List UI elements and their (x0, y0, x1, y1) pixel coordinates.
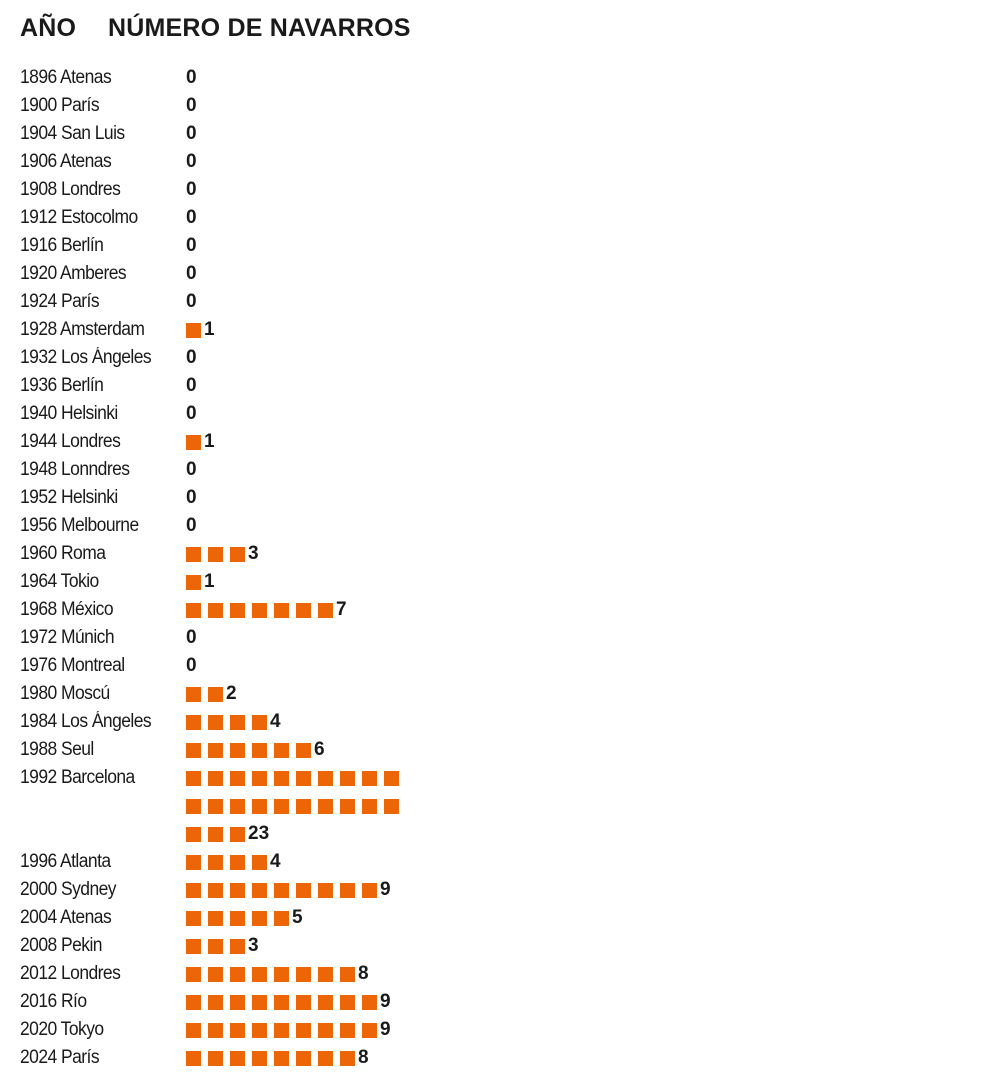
person-square (362, 883, 377, 898)
chart-row (20, 92, 960, 120)
person-square (230, 939, 245, 954)
chart-row (20, 372, 960, 400)
chart-row (20, 568, 960, 596)
chart-row (20, 624, 960, 652)
person-square (186, 743, 201, 758)
value-label: 0 (186, 459, 197, 480)
person-square (186, 435, 201, 450)
value-label: 1 (204, 431, 215, 452)
chart-row (20, 456, 960, 484)
value-label: 1 (204, 319, 215, 340)
chart-row (20, 848, 960, 876)
value-label: 0 (186, 95, 197, 116)
chart-row (20, 260, 960, 288)
value-label: 8 (358, 1047, 369, 1068)
person-square (230, 715, 245, 730)
category-label: 1932 Los Ángeles (20, 347, 152, 368)
year-column-header: AÑO (20, 14, 77, 42)
chart-row (20, 204, 960, 232)
value-label: 0 (186, 123, 197, 144)
chart-row (20, 484, 960, 512)
category-label: 2000 Sydney (20, 879, 116, 900)
person-square (340, 995, 355, 1010)
category-label: 1920 Amberes (20, 263, 127, 284)
person-square (186, 603, 201, 618)
value-label: 8 (358, 963, 369, 984)
category-label: 1980 Moscú (20, 683, 110, 704)
value-label: 3 (248, 543, 259, 564)
person-square (230, 855, 245, 870)
category-label: 1988 Seul (20, 739, 94, 760)
category-label: 1896 Atenas (20, 67, 112, 88)
person-square (230, 603, 245, 618)
value-label: 6 (314, 739, 325, 760)
person-square (318, 1051, 333, 1066)
value-label: 9 (380, 1019, 391, 1040)
person-square (274, 603, 289, 618)
person-square (186, 967, 201, 982)
person-square (274, 911, 289, 926)
value-label: 0 (186, 655, 197, 676)
category-label: 2020 Tokyo (20, 1019, 104, 1040)
value-label: 0 (186, 627, 197, 648)
person-square (296, 799, 311, 814)
category-label: 2012 Londres (20, 963, 121, 984)
person-square (230, 967, 245, 982)
person-square (318, 995, 333, 1010)
person-square (186, 911, 201, 926)
chart-row (20, 64, 960, 92)
person-square (186, 687, 201, 702)
category-label: 2016 Río (20, 991, 87, 1012)
person-square (230, 771, 245, 786)
person-square (274, 799, 289, 814)
person-square (186, 799, 201, 814)
chart-row (20, 708, 960, 736)
person-square (208, 799, 223, 814)
chart-row (20, 960, 960, 988)
chart-row (20, 1016, 960, 1044)
chart-row (20, 596, 960, 624)
person-square (362, 995, 377, 1010)
value-label: 5 (292, 907, 303, 928)
person-square (340, 1023, 355, 1038)
person-square (186, 771, 201, 786)
person-square (340, 883, 355, 898)
person-square (274, 967, 289, 982)
chart-row (20, 932, 960, 960)
chart-row (20, 512, 960, 540)
value-label: 0 (186, 375, 197, 396)
category-label: 2024 París (20, 1047, 100, 1068)
value-label: 0 (186, 151, 197, 172)
person-square (230, 743, 245, 758)
person-square (318, 799, 333, 814)
person-square (252, 911, 267, 926)
chart-row (20, 176, 960, 204)
person-square (384, 771, 399, 786)
value-label: 0 (186, 207, 197, 228)
person-square (186, 547, 201, 562)
person-square (318, 603, 333, 618)
chart-row (20, 316, 960, 344)
chart-row (20, 764, 960, 848)
value-label: 2 (226, 683, 237, 704)
value-label: 0 (186, 291, 197, 312)
person-square (340, 967, 355, 982)
category-label: 1900 París (20, 95, 100, 116)
chart-row (20, 232, 960, 260)
person-square (318, 967, 333, 982)
category-label: 1984 Los Ángeles (20, 711, 152, 732)
category-label: 1904 San Luis (20, 123, 125, 144)
category-label: 1944 Londres (20, 431, 121, 452)
value-label: 0 (186, 263, 197, 284)
category-label: 2004 Atenas (20, 907, 112, 928)
person-square (384, 799, 399, 814)
category-label: 1972 Múnich (20, 627, 115, 648)
person-square (208, 547, 223, 562)
person-square (208, 967, 223, 982)
person-square (252, 855, 267, 870)
person-square (208, 771, 223, 786)
category-label: 1912 Estocolmo (20, 207, 138, 228)
category-label: 1964 Tokio (20, 571, 99, 592)
value-label: 9 (380, 991, 391, 1012)
value-label: 0 (186, 235, 197, 256)
person-square (296, 995, 311, 1010)
value-label: 0 (186, 487, 197, 508)
person-square (274, 743, 289, 758)
person-square (362, 771, 377, 786)
person-square (230, 911, 245, 926)
chart-row (20, 540, 960, 568)
category-label: 1924 París (20, 291, 100, 312)
chart-row (20, 876, 960, 904)
person-square (252, 1051, 267, 1066)
value-label: 3 (248, 935, 259, 956)
person-square (340, 799, 355, 814)
person-square (186, 939, 201, 954)
person-square (208, 603, 223, 618)
value-label: 4 (270, 851, 281, 872)
person-square (208, 883, 223, 898)
person-square (274, 883, 289, 898)
person-square (208, 715, 223, 730)
person-square (296, 743, 311, 758)
value-label: 7 (336, 599, 347, 620)
value-label: 0 (186, 515, 197, 536)
value-label: 0 (186, 403, 197, 424)
person-square (186, 715, 201, 730)
person-square (318, 883, 333, 898)
person-square (230, 1051, 245, 1066)
person-square (296, 1023, 311, 1038)
category-label: 1960 Roma (20, 543, 106, 564)
person-square (208, 995, 223, 1010)
category-label: 1948 Lonndres (20, 459, 130, 480)
person-square (252, 799, 267, 814)
person-square (252, 995, 267, 1010)
value-label: 1 (204, 571, 215, 592)
person-square (274, 1023, 289, 1038)
chart-row (20, 288, 960, 316)
chart-row (20, 1044, 960, 1072)
person-square (230, 547, 245, 562)
person-square (230, 883, 245, 898)
person-square (274, 1051, 289, 1066)
category-label: 1908 Londres (20, 179, 121, 200)
person-square (318, 1023, 333, 1038)
category-label: 2008 Pekin (20, 935, 102, 956)
person-square (340, 771, 355, 786)
person-square (186, 883, 201, 898)
person-square (252, 1023, 267, 1038)
category-label: 1936 Berlín (20, 375, 104, 396)
chart-row (20, 400, 960, 428)
person-square (208, 1023, 223, 1038)
person-square (186, 995, 201, 1010)
person-square (296, 771, 311, 786)
person-square (186, 1023, 201, 1038)
chart-row (20, 736, 960, 764)
person-square (208, 687, 223, 702)
count-column-header: NÚMERO DE NAVARROS (108, 14, 411, 42)
chart-row (20, 988, 960, 1016)
category-label: 1906 Atenas (20, 151, 112, 172)
person-square (230, 799, 245, 814)
value-label: 0 (186, 67, 197, 88)
chart-row (20, 652, 960, 680)
category-label: 1976 Montreal (20, 655, 125, 676)
value-label: 9 (380, 879, 391, 900)
person-square (230, 995, 245, 1010)
person-square (362, 799, 377, 814)
person-square (252, 883, 267, 898)
person-square (274, 771, 289, 786)
value-label: 0 (186, 179, 197, 200)
person-square (362, 1023, 377, 1038)
person-square (186, 575, 201, 590)
person-square (252, 771, 267, 786)
category-label: 1916 Berlín (20, 235, 104, 256)
person-square (186, 323, 201, 338)
value-label: 0 (186, 347, 197, 368)
chart-row (20, 344, 960, 372)
person-square (252, 743, 267, 758)
person-square (252, 715, 267, 730)
person-square (208, 939, 223, 954)
chart-row (20, 680, 960, 708)
person-square (296, 967, 311, 982)
person-square (252, 967, 267, 982)
category-label: 1956 Melbourne (20, 515, 139, 536)
chart-row (20, 148, 960, 176)
person-square (208, 1051, 223, 1066)
category-label: 1996 Atlanta (20, 851, 111, 872)
person-square (186, 1051, 201, 1066)
person-square (252, 603, 267, 618)
category-label: 1928 Amsterdam (20, 319, 145, 340)
person-square (296, 1051, 311, 1066)
person-square (208, 911, 223, 926)
category-label: 1952 Helsinki (20, 487, 118, 508)
person-square (208, 855, 223, 870)
chart-row (20, 120, 960, 148)
person-square (296, 883, 311, 898)
person-square (318, 771, 333, 786)
category-label: 1968 México (20, 599, 114, 620)
person-square (230, 1023, 245, 1038)
person-square (186, 827, 201, 842)
value-label: 23 (248, 823, 270, 844)
category-label: 1940 Helsinki (20, 403, 118, 424)
person-square (340, 1051, 355, 1066)
person-square (208, 743, 223, 758)
chart-row (20, 428, 960, 456)
person-square (208, 827, 223, 842)
person-square (296, 603, 311, 618)
chart-row (20, 904, 960, 932)
category-label: 1992 Barcelona (20, 767, 135, 788)
person-square (274, 995, 289, 1010)
person-square (230, 827, 245, 842)
person-square (186, 855, 201, 870)
value-label: 4 (270, 711, 281, 732)
